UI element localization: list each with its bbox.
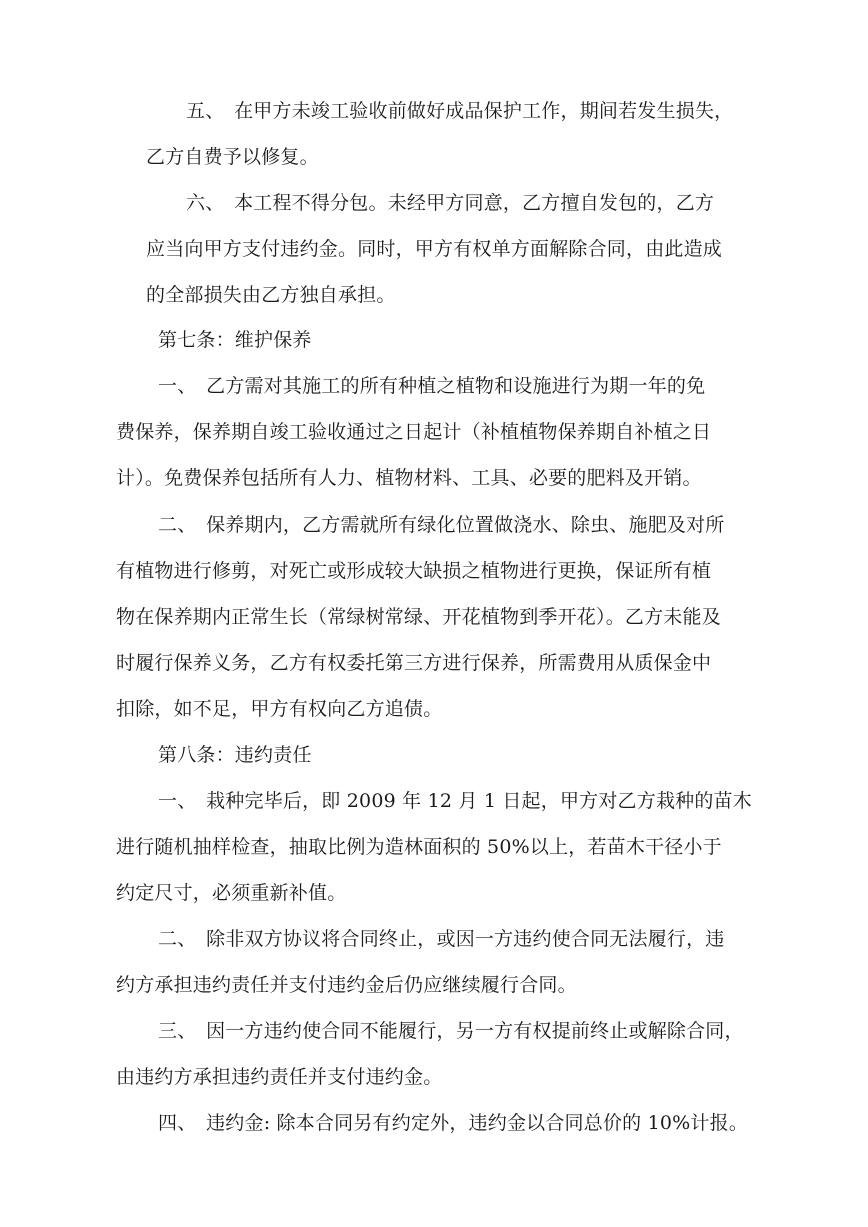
section-heading: 第七条：维护保养 [158, 329, 312, 351]
text-line: 五、 在甲方未竣工验收前做好成品保护工作，期间若发生损失， [186, 100, 734, 122]
text-line: 物在保养期内正常生长（常绿树常绿、开花植物到季开花）。乙方未能及 [116, 606, 721, 628]
text-line: 由违约方承担违约责任并支付违约金。 [116, 1066, 443, 1088]
text-line: 乙方自费予以修复。 [146, 146, 319, 168]
text-line: 的全部损失由乙方独自承担。 [146, 284, 396, 306]
section-heading: 第八条：违约责任 [158, 744, 312, 766]
text-line: 六、 本工程不得分包。未经甲方同意，乙方擅自发包的，乙方 [186, 192, 715, 214]
text-line: 四、 违约金: 除本合同另有约定外，违约金以合同总价的 10%计报。 [158, 1112, 749, 1134]
text-line: 一、 乙方需对其施工的所有种植之植物和设施进行为期一年的免 [158, 375, 706, 397]
text-line: 一、 栽种完毕后，即 2009 年 12 月 1 日起，甲方对乙方栽种的苗木 [158, 790, 752, 812]
text-line: 时履行保养义务，乙方有权委托第三方进行保养，所需费用从质保金中 [116, 652, 712, 674]
text-line: 约方承担违约责任并支付违约金后仍应继续履行合同。 [116, 974, 577, 996]
text-line: 二、 除非双方协议将合同终止，或因一方违约使合同无法履行，违 [158, 928, 725, 950]
text-line: 有植物进行修剪，对死亡或形成较大缺损之植物进行更换，保证所有植 [116, 560, 712, 582]
text-line: 三、 因一方违约使合同不能履行，另一方有权提前终止或解除合同， [158, 1020, 744, 1042]
text-line: 扣除，如不足，甲方有权向乙方追债。 [116, 698, 443, 720]
text-line: 二、 保养期内，乙方需就所有绿化位置做浇水、除虫、施肥及对所 [158, 514, 725, 536]
text-line: 应当向甲方支付违约金。同时，甲方有权单方面解除合同，由此造成 [146, 238, 723, 260]
text-line: 费保养，保养期自竣工验收通过之日起计（补植植物保养期自补植之日 [116, 421, 712, 443]
text-line: 进行随机抽样检查，抽取比例为造林面积的 50%以上，若苗木干径小于 [116, 836, 722, 858]
text-line: 约定尺寸，必须重新补值。 [116, 882, 347, 904]
text-line: 计）。免费保养包括所有人力、植物材料、工具、必要的肥料及开销。 [116, 467, 702, 489]
